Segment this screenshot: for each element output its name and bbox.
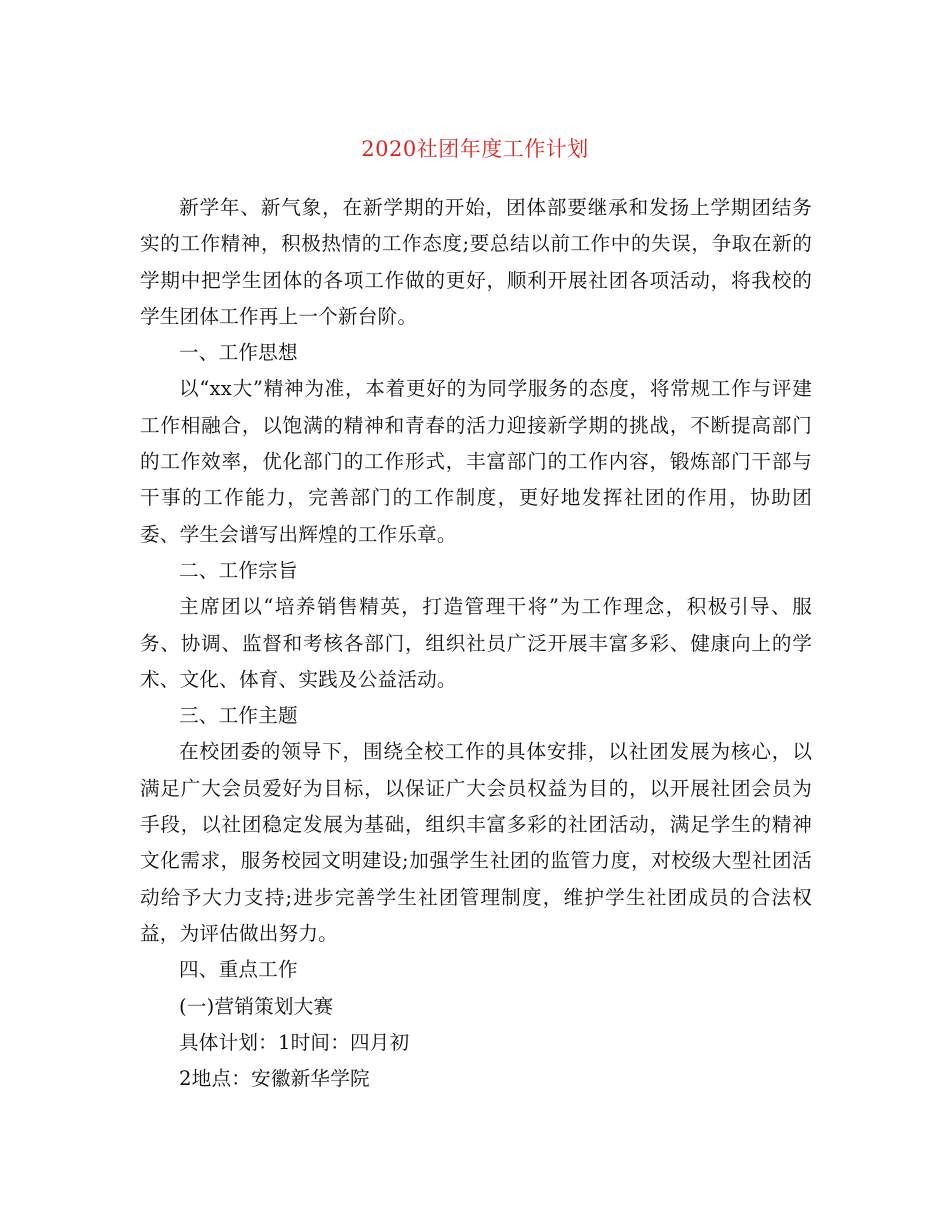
work-purpose-paragraph: 主席团以“培养销售精英，打造管理干将”为工作理念，积极引导、服务、协调、监督和考核各部门，组织社员广泛开展丰富多彩、健康向上的学术、文化、体育、实践及公益活动。 — [140, 595, 812, 691]
work-thought-paragraph: 以“xx大”精神为准，本着更好的为同学服务的态度，将常规工作与评建工作相融合，以饱满的精神和青春的活力迎接新学期的挑战，不断提高部门的工作效率，优化部门的工作形式，丰富部门的工作内容，锻炼部门干部与干事的工作能力，完善部门的工作制度，更好地发挥社团的作用，协助团委、学生会谱写出辉煌的工作乐章。 — [140, 377, 812, 546]
section-heading-work-theme: 三、工作主题 — [179, 704, 298, 728]
intro-paragraph: 新学年、新气象，在新学期的开始，团体部要继承和发扬上学期团结务实的工作精神，积极热情的工作态度;要总结以前工作中的失误，争取在新的学期中把学生团体的各项工作做的更好，顺利开展社团各项活动，将我校的学生团体工作再上一个新台阶。 — [140, 196, 812, 328]
plan-location-line: 2地点：安徽新华学院 — [179, 1067, 370, 1091]
work-theme-paragraph: 在校团委的领导下，围绕全校工作的具体安排，以社团发展为核心，以满足广大会员爱好为目标，以保证广大会员权益为目的，以开展社团会员为手段，以社团稳定发展为基础，组织丰富多彩的社团活动，满足学生的精神文化需求，服务校园文明建设;加强学生社团的监管力度，对校级大型社团活动给予大力支持;进步完善学生社团管理制度，维护学生社团成员的合法权益，为评估做出努力。 — [140, 740, 812, 945]
section-heading-work-purpose: 二、工作宗旨 — [179, 558, 298, 582]
plan-time-line: 具体计划：1时间：四月初 — [179, 1030, 410, 1054]
section-heading-key-work: 四、重点工作 — [179, 958, 298, 982]
section-heading-work-thought: 一、工作思想 — [179, 341, 298, 365]
document-body — [140, 190, 812, 1097]
document-title: 2020社团年度工作计划 — [361, 137, 589, 161]
subsection-heading-marketing-contest: (一)营销策划大赛 — [179, 994, 334, 1018]
